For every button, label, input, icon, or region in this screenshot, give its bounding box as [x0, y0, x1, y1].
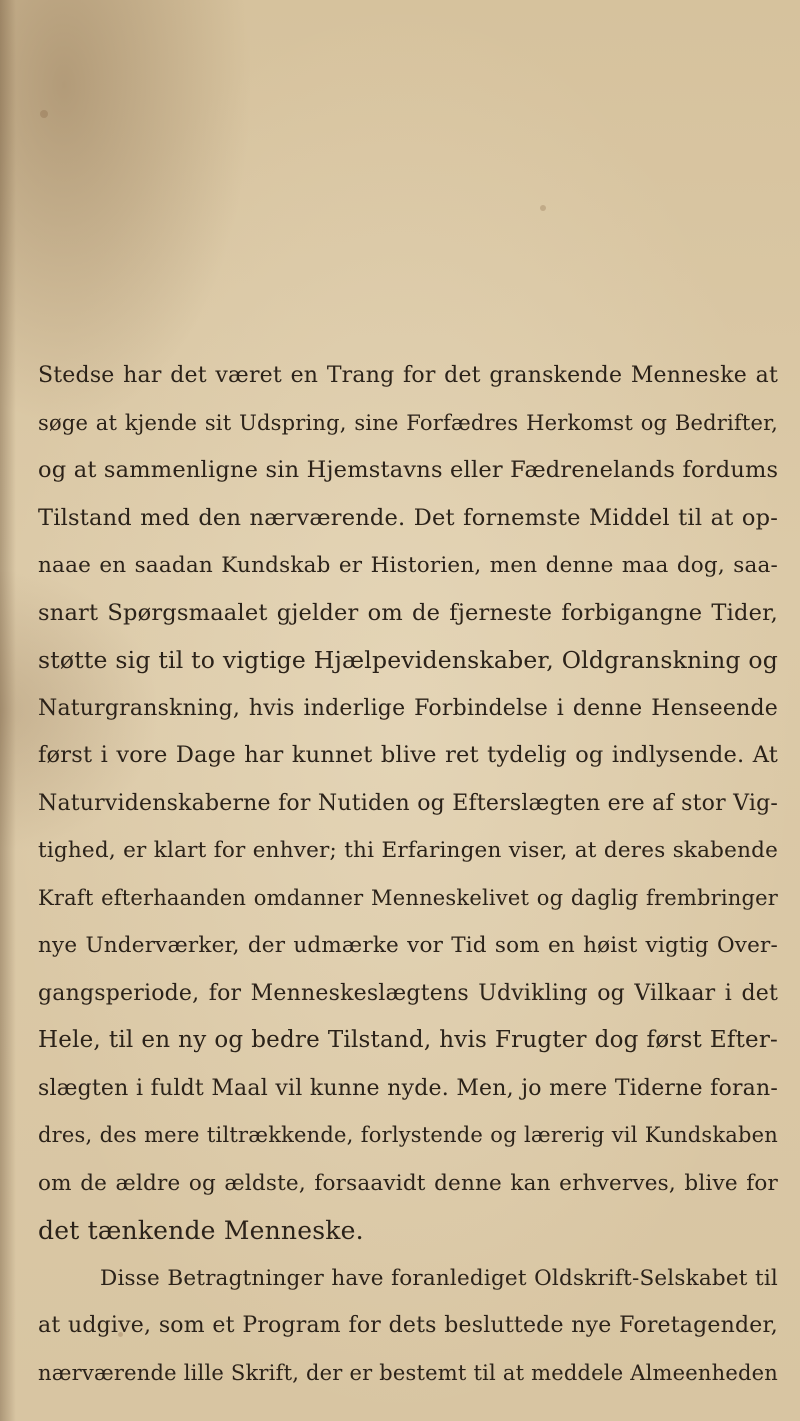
- text-line: det tænkende Menneske.: [38, 1216, 364, 1245]
- text-line: Disse Betragtninger have foranlediget Oldskrift-Selskabet til: [100, 1265, 778, 1291]
- text-line: nærværende lille Skrift, der er bestemt til at meddele Almeenheden: [38, 1360, 778, 1385]
- text-line: naae en saadan Kundskab er Historien, men denne maa dog, saa-: [38, 553, 778, 578]
- page-edge-shadow: [0, 0, 16, 1421]
- text-line: at udgive, som et Program for dets besluttede nye Foretagender,: [38, 1313, 778, 1338]
- text-line: nye Underværker, der udmærke vor Tid som en høist vigtig Over-: [38, 933, 778, 958]
- paper-stain: [40, 110, 48, 118]
- text-line: gangsperiode, for Menneskeslægtens Udvikling og Vilkaar i det: [38, 980, 778, 1006]
- text-line: Naturgranskning, hvis inderlige Forbindelse i denne Henseende: [38, 695, 778, 721]
- text-line: snart Spørgsmaalet gjelder om de fjerneste forbigangne Tider,: [38, 599, 778, 626]
- paper-stain: [540, 205, 546, 211]
- text-line: Stedse har det været en Trang for det granskende Menneske at: [38, 363, 778, 388]
- text-line: Hele, til en ny og bedre Tilstand, hvis Frugter dog først Efter-: [38, 1027, 778, 1053]
- body-text: [38, 352, 778, 1397]
- text-line: slægten i fuldt Maal vil kunne nyde. Men, jo mere Tiderne foran-: [38, 1075, 778, 1101]
- text-line: Tilstand med den nærværende. Det fornemste Middel til at op-: [38, 504, 778, 531]
- text-line: støtte sig til to vigtige Hjælpevidenskaber, Oldgranskning og: [38, 646, 778, 674]
- text-line: om de ældre og ældste, forsaavidt denne kan erhverves, blive for: [38, 1170, 778, 1196]
- text-line: Naturvidenskaberne for Nutiden og Efterslægten ere af stor Vig-: [38, 790, 778, 816]
- text-line: dres, des mere tiltrækkende, forlystende og lærerig vil Kundskaben: [38, 1123, 778, 1147]
- text-line: først i vore Dage har kunnet blive ret tydelig og indlysende. At: [38, 742, 778, 768]
- text-line: Kraft efterhaanden omdanner Menneskelivet og daglig frembringer: [38, 885, 778, 910]
- text-line: søge at kjende sit Udspring, sine Forfædres Herkomst og Bedrifter,: [38, 410, 778, 435]
- text-line: og at sammenligne sin Hjemstavns eller Fædrenelands fordums: [38, 457, 779, 483]
- text-line: tighed, er klart for enhver; thi Erfaringen viser, at deres skabende: [38, 838, 778, 863]
